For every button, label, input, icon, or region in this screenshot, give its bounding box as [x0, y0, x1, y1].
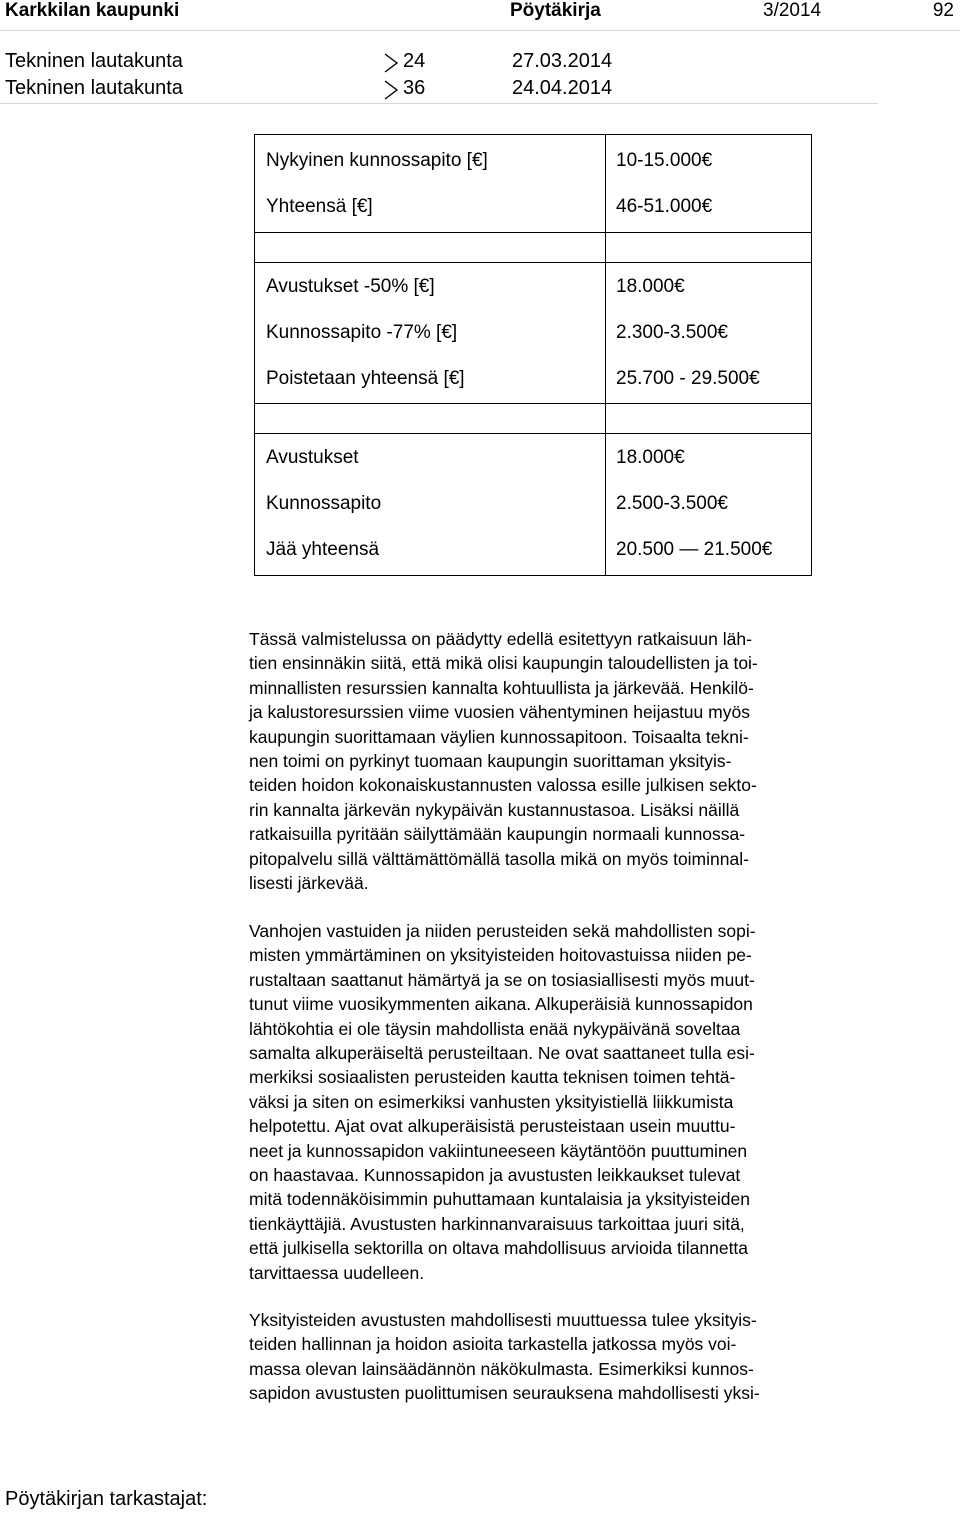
meeting-reference	[5, 77, 875, 101]
paragraph-rationale	[249, 627, 879, 895]
table-cell	[606, 233, 812, 263]
document-type: Pöytäkirja	[510, 0, 601, 21]
text-line: lähtökohtia ei ole täysin mahdollista enää nykypäivänä soveltaa	[249, 1018, 741, 1039]
table-cell	[255, 403, 606, 433]
table-cell	[606, 403, 812, 433]
text-line: mitä todennäköisimmin puhuttamaan kuntalaisia ja yksityisteiden	[249, 1189, 750, 1210]
text-line: Tässä valmistelussa on päädytty edellä esitettyyn ratkaisuun läh-	[249, 629, 752, 649]
row-value: 25.700 - 29.500€	[616, 367, 760, 389]
text-line: pitopalvelu sillä välttämättömällä tasolla mikä on myös toiminnal-	[249, 848, 749, 869]
row-label: Kunnossapito	[266, 493, 382, 515]
text-line: tarvittaessa uudelleen.	[249, 1262, 425, 1283]
text-line: tienkäyttäjiä. Avustusten harkinnanvaraisuus tarkoittaa juuri sitä,	[249, 1213, 745, 1234]
text-line: että julkisella sektorilla on oltava mahdollisuus arvioida tilannetta	[249, 1238, 749, 1259]
row-label: Kunnossapito -77% [€]	[266, 321, 458, 343]
text-line: väksi ja siten on esimerkiksi vanhusten yksityistiellä liikkumista	[249, 1091, 734, 1112]
page-number: 92	[932, 0, 954, 21]
table-row	[255, 433, 812, 575]
text-line: teiden hoidon kokonaiskustannusten valossa esille julkisen sekto-	[249, 775, 757, 796]
header-divider	[0, 103, 878, 104]
text-line: samalta alkuperäiseltä perusteiltaan. Ne ovat saattaneet tulla esi-	[249, 1043, 755, 1064]
text-line: minnallisten resurssien kannalta kohtuullista ja järkevää. Henkilö-	[249, 677, 754, 698]
table-cell	[255, 433, 606, 575]
meeting-section-number: 36	[403, 77, 426, 99]
table-cell	[606, 263, 812, 403]
row-label: Avustukset	[266, 447, 359, 469]
text-line: tunut viime vuosikymmenten aikana. Alkuperäisiä kunnossapidon	[249, 994, 753, 1015]
text-line: rin kannalta järkevän nykypäivän kustannustasoa. Lisäksi näillä	[249, 799, 740, 820]
text-line: massa olevan lainsäädännön näkökulmasta. Esimerkiksi kunnos-	[249, 1358, 754, 1379]
meeting-date: 24.04.2014	[512, 77, 613, 99]
meeting-section-number: 24	[403, 50, 426, 72]
text-line: Vanhojen vastuiden ja niiden perusteiden sekä mahdollisten sopi-	[249, 921, 756, 941]
table-cell	[606, 135, 812, 233]
table-cell	[255, 263, 606, 403]
table-row	[255, 403, 812, 433]
row-label: Poistetaan yhteensä [€]	[266, 367, 465, 389]
row-label: Jää yhteensä	[266, 539, 380, 561]
text-line: ja kalustoresurssien viime vuosien vähentyminen heijastuu myös	[249, 702, 750, 723]
text-line: neet ja kunnossapidon vakiintuneeseen käytäntöön puuttuminen	[249, 1140, 748, 1161]
text-line: merkiksi sosiaalisten perusteiden kautta teknisen toimen tehtä-	[249, 1067, 736, 1088]
section-mark-icon	[383, 52, 399, 80]
row-label: Avustukset -50% [€]	[266, 275, 435, 297]
row-value: 18.000€	[616, 275, 685, 297]
table-row	[255, 233, 812, 263]
text-line: rustaltaan saattanut hämärtyä ja se on tosiasiallisesti myös muut-	[249, 969, 755, 990]
organization-name: Karkkilan kaupunki	[5, 0, 180, 21]
table-cell	[255, 233, 606, 263]
row-value: 2.500-3.500€	[616, 493, 728, 515]
text-line: lisesti järkevää.	[249, 873, 369, 894]
row-value: 18.000€	[616, 447, 685, 469]
table-row	[255, 263, 812, 403]
row-value: 20.500 — 21.500€	[616, 539, 773, 561]
text-line: Yksityisteiden avustusten mahdollisesti muuttuessa tulee yksityis-	[249, 1310, 757, 1330]
issue-number: 3/2014	[763, 0, 822, 21]
meeting-body: Tekninen lautakunta	[5, 50, 183, 72]
table-row	[255, 135, 812, 233]
meeting-date: 27.03.2014	[512, 50, 613, 72]
footer-inspectors-label: Pöytäkirjan tarkastajat:	[5, 1488, 208, 1510]
text-line: teiden hallinnan ja hoidon asioita tarkastella jatkossa myös voi-	[249, 1334, 737, 1355]
row-value: 2.300-3.500€	[616, 321, 728, 343]
text-line: nen toimi on pyrkinyt tuomaan kaupungin suorittaman yksityis-	[249, 751, 732, 772]
text-line: misten ymmärtäminen on yksityisteiden hoitovastuissa niiden pe-	[249, 945, 752, 966]
paragraph-history	[249, 919, 879, 1285]
cost-table	[254, 134, 812, 576]
page-header	[0, 0, 960, 31]
row-label: Yhteensä [€]	[266, 195, 373, 217]
meeting-reference	[5, 50, 875, 74]
text-line: sapidon avustusten puolittumisen seurauksena mahdollisesti yksi-	[249, 1383, 760, 1404]
text-line: tien ensinnäkin siitä, että mikä olisi kaupungin taloudellisten ja toi-	[249, 653, 758, 674]
row-value: 10-15.000€	[616, 149, 713, 171]
meeting-body: Tekninen lautakunta	[5, 77, 183, 99]
table-cell	[255, 135, 606, 233]
text-line: kaupungin suorittamaan väylien kunnossapitoon. Toisaalta tekni-	[249, 726, 749, 747]
row-value: 46-51.000€	[616, 195, 713, 217]
row-label: Nykyinen kunnossapito [€]	[266, 149, 488, 171]
paragraph-outlook	[249, 1308, 879, 1406]
text-line: ratkaisuilla pyritään säilyttämään kaupungin normaali kunnossa-	[249, 824, 746, 845]
table-cell	[606, 433, 812, 575]
text-line: helpotettu. Ajat ovat alkuperäisistä perusteistaan usein muuttu-	[249, 1116, 736, 1137]
text-line: on haastavaa. Kunnossapidon ja avustusten leikkaukset tulevat	[249, 1165, 741, 1186]
